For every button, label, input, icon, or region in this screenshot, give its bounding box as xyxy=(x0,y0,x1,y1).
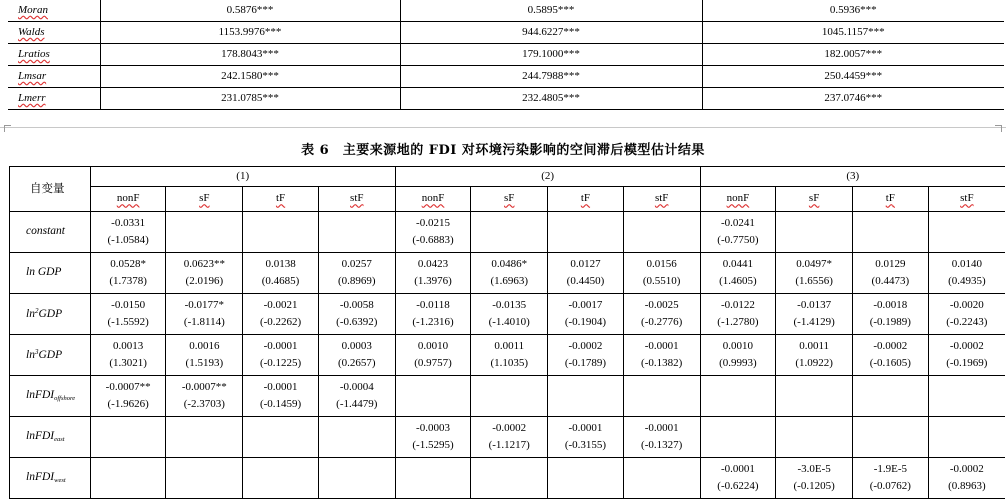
variable-subscript: offshore xyxy=(54,395,76,403)
t-statistic: (0.4935) xyxy=(948,275,986,287)
t-statistic: (-0.3155) xyxy=(564,439,607,451)
coefficient-cell xyxy=(928,294,1005,335)
coefficient: 0.0129 xyxy=(875,257,906,270)
coefficient-cell xyxy=(166,335,243,376)
coefficient-cell xyxy=(243,212,319,253)
coefficient: -0.0018 xyxy=(873,298,908,311)
coefficient-cell xyxy=(318,253,395,294)
table-caption: 表 6 主要来源地的 FDI 对环境污染影响的空间滞后模型估计结果 xyxy=(301,143,705,158)
t-statistic: (-0.6883) xyxy=(412,234,454,246)
variable-row xyxy=(10,417,1006,458)
sub-header-row xyxy=(10,187,1006,212)
coefficient-cell xyxy=(395,212,471,253)
coefficient-cell xyxy=(852,376,928,417)
t-statistic: (1.4605) xyxy=(719,275,757,287)
coefficient-cell xyxy=(623,417,700,458)
column-header-label: sF xyxy=(504,192,515,205)
variable-name: ln xyxy=(26,348,35,361)
coefficient: -0.0001 xyxy=(644,339,679,352)
t-statistic: (-0.1969) xyxy=(946,357,988,369)
column-header xyxy=(471,187,548,212)
t-statistic: (-1.2316) xyxy=(412,316,454,328)
page-corner-mark-left xyxy=(4,125,11,132)
diagnostics-value: 1045.1157*** xyxy=(702,22,1004,44)
variable-power: 2 xyxy=(34,306,39,315)
coefficient-cell xyxy=(548,376,624,417)
t-statistic: (1.0922) xyxy=(795,357,833,369)
coefficient-cell xyxy=(623,376,700,417)
variable-name-tail: GDP xyxy=(38,348,63,361)
coefficient-cell xyxy=(548,212,624,253)
column-header-label: stF xyxy=(350,192,364,205)
coefficient-cell xyxy=(90,294,166,335)
diagnostics-row xyxy=(8,88,1004,110)
coefficient: 0.0003 xyxy=(341,339,372,352)
diagnostics-row xyxy=(8,0,1004,22)
coefficient-cell xyxy=(928,417,1005,458)
t-statistic: (1.6556) xyxy=(795,275,833,287)
diagnostics-value: 179.1000*** xyxy=(400,44,702,66)
variable-name: lnFDI xyxy=(26,389,55,402)
coefficient: 0.0013 xyxy=(113,339,144,352)
group-header-1: (1) xyxy=(90,167,395,187)
t-statistic: (-0.7750) xyxy=(717,234,759,246)
t-statistic: (-1.0584) xyxy=(107,234,149,246)
statistic-name: Lmsar xyxy=(18,69,47,82)
coefficient-cell xyxy=(90,458,166,499)
coefficient: -0.0150 xyxy=(111,298,146,311)
t-statistic: (0.4685) xyxy=(261,275,300,287)
variable-name: ln xyxy=(26,307,35,320)
statistic-name: Lmerr xyxy=(18,91,46,104)
coefficient-cell xyxy=(700,212,776,253)
group-header-row xyxy=(10,167,1006,187)
variable-header: 自变量 xyxy=(10,167,91,212)
coefficient: 0.0623** xyxy=(183,257,225,270)
coefficient: -0.0331 xyxy=(111,216,146,229)
coefficient-cell xyxy=(700,417,776,458)
column-header-label: stF xyxy=(654,192,669,205)
variable-label xyxy=(10,294,91,335)
column-header xyxy=(928,187,1005,212)
t-statistic: (1.3976) xyxy=(414,275,452,287)
variable-label xyxy=(10,212,91,253)
coefficient-cell xyxy=(852,458,928,499)
coefficient-cell xyxy=(776,253,853,294)
diagnostics-value: 182.0057*** xyxy=(702,44,1004,66)
column-header xyxy=(166,187,243,212)
coefficient-cell xyxy=(166,458,243,499)
t-statistic: (1.1035) xyxy=(490,357,529,369)
variable-label xyxy=(10,376,91,417)
coefficient-cell xyxy=(700,294,776,335)
coefficient: -0.0001 xyxy=(568,421,603,434)
variable-label xyxy=(10,458,91,499)
diagnostics-row-label xyxy=(8,22,100,44)
coefficient-cell xyxy=(928,458,1005,499)
coefficient: 0.0140 xyxy=(951,257,982,270)
column-header xyxy=(852,187,928,212)
coefficient-cell xyxy=(318,458,395,499)
t-statistic: (-1.5295) xyxy=(412,439,454,451)
coefficient-cell xyxy=(776,212,853,253)
coefficient-cell xyxy=(623,294,700,335)
coefficient: -0.0058 xyxy=(339,298,374,311)
coefficient-cell xyxy=(318,417,395,458)
statistic-name: Moran xyxy=(18,3,48,16)
coefficient-cell xyxy=(90,335,166,376)
coefficient: 0.0010 xyxy=(722,339,754,352)
t-statistic: (-1.1217) xyxy=(488,439,530,451)
coefficient: 0.0257 xyxy=(341,257,372,270)
coefficient-cell xyxy=(852,212,928,253)
t-statistic: (-2.3703) xyxy=(183,398,225,410)
coefficient: 0.0138 xyxy=(265,257,296,270)
coefficient: -0.0017 xyxy=(568,298,603,311)
coefficient: -0.0002 xyxy=(873,339,908,352)
coefficient-cell xyxy=(700,335,776,376)
coefficient-cell xyxy=(776,294,853,335)
coefficient-cell xyxy=(776,335,853,376)
coefficient: -0.0007** xyxy=(105,380,151,393)
variable-row xyxy=(10,212,1006,253)
t-statistic: (-0.1904) xyxy=(564,316,607,328)
t-statistic: (-0.1605) xyxy=(869,357,911,369)
coefficient-cell xyxy=(548,253,624,294)
coefficient-cell xyxy=(852,335,928,376)
coefficient-cell xyxy=(166,294,243,335)
page-break-line xyxy=(0,127,1006,128)
coefficient-cell xyxy=(548,335,624,376)
coefficient-cell xyxy=(318,376,395,417)
variable-name: constant xyxy=(26,225,65,238)
t-statistic: (-0.1225) xyxy=(259,357,302,369)
coefficient-cell xyxy=(395,294,471,335)
coefficient: -0.0002 xyxy=(949,339,984,352)
t-statistic: (1.6963) xyxy=(490,275,529,287)
coefficient-cell xyxy=(548,458,624,499)
coefficient-cell xyxy=(166,253,243,294)
variable-row xyxy=(10,294,1006,335)
coefficient: -0.0001 xyxy=(263,380,298,393)
coefficient-cell xyxy=(166,212,243,253)
coefficient-cell xyxy=(90,212,166,253)
diagnostics-value: 0.5895*** xyxy=(400,0,702,22)
coefficient: -0.0137 xyxy=(797,298,832,311)
coefficient: 0.0127 xyxy=(570,257,601,270)
variable-label xyxy=(10,417,91,458)
spatial-lag-results-table xyxy=(9,166,1005,499)
coefficient: -0.0002 xyxy=(568,339,603,352)
coefficient-cell xyxy=(471,458,548,499)
t-statistic: (-0.1382) xyxy=(641,357,683,369)
coefficient: -0.0002 xyxy=(492,421,527,434)
column-header-label: nonF xyxy=(116,192,140,205)
diagnostics-table xyxy=(8,0,1004,110)
coefficient-cell xyxy=(623,335,700,376)
coefficient: -0.0215 xyxy=(416,216,450,229)
t-statistic: (-0.1459) xyxy=(259,398,302,410)
coefficient-cell xyxy=(928,212,1005,253)
t-statistic: (-0.0762) xyxy=(869,480,911,492)
coefficient: -0.0001 xyxy=(720,462,755,475)
diagnostics-value: 232.4805*** xyxy=(400,88,702,110)
coefficient-cell xyxy=(776,417,853,458)
diagnostics-row-label xyxy=(8,66,100,88)
t-statistic: (-1.4010) xyxy=(488,316,530,328)
diagnostics-row xyxy=(8,66,1004,88)
coefficient-cell xyxy=(90,376,166,417)
coefficient-cell xyxy=(395,458,471,499)
coefficient-cell xyxy=(395,376,471,417)
column-header xyxy=(776,187,853,212)
coefficient: -0.0177* xyxy=(184,298,225,311)
coefficient: -0.0241 xyxy=(720,216,755,229)
coefficient-cell xyxy=(318,335,395,376)
t-statistic: (-1.8114) xyxy=(183,316,225,328)
t-statistic: (0.8963) xyxy=(948,480,986,492)
coefficient-cell xyxy=(90,253,166,294)
t-statistic: (-0.1205) xyxy=(793,480,835,492)
variable-name: lnFDI xyxy=(26,471,55,484)
t-statistic: (0.8969) xyxy=(338,275,376,287)
coefficient-cell xyxy=(243,458,319,499)
coefficient: 0.0497* xyxy=(796,257,832,270)
diagnostics-value: 231.0785*** xyxy=(100,88,400,110)
coefficient-cell xyxy=(471,253,548,294)
t-statistic: (0.4450) xyxy=(566,275,605,287)
diagnostics-value: 237.0746*** xyxy=(702,88,1004,110)
coefficient-cell xyxy=(395,253,471,294)
coefficient: 0.0528* xyxy=(110,257,146,270)
variable-label xyxy=(10,253,91,294)
column-header-label: stF xyxy=(960,192,974,205)
coefficient: -0.0001 xyxy=(644,421,679,434)
coefficient-cell xyxy=(928,376,1005,417)
diagnostics-row xyxy=(8,22,1004,44)
coefficient: 0.0486* xyxy=(491,257,528,270)
coefficient-cell xyxy=(90,417,166,458)
coefficient-cell xyxy=(243,294,319,335)
column-header xyxy=(243,187,319,212)
coefficient: -0.0025 xyxy=(644,298,679,311)
coefficient: -0.0135 xyxy=(492,298,527,311)
t-statistic: (-0.1327) xyxy=(641,439,683,451)
coefficient-cell xyxy=(852,294,928,335)
coefficient: -3.0E-5 xyxy=(797,462,831,475)
t-statistic: (2.0196) xyxy=(185,275,224,287)
coefficient-cell xyxy=(548,417,624,458)
coefficient-cell xyxy=(318,212,395,253)
coefficient: -0.0001 xyxy=(263,339,298,352)
diagnostics-row-label xyxy=(8,0,100,22)
statistic-name: Lratios xyxy=(18,47,50,60)
coefficient-cell xyxy=(318,294,395,335)
diagnostics-row-label xyxy=(8,44,100,66)
variable-row xyxy=(10,376,1006,417)
coefficient-cell xyxy=(243,376,319,417)
t-statistic: (1.3021) xyxy=(109,357,147,369)
coefficient-cell xyxy=(395,417,471,458)
column-header xyxy=(90,187,166,212)
coefficient-cell xyxy=(852,417,928,458)
page-break-separator xyxy=(0,125,1006,131)
variable-subscript: west xyxy=(54,477,66,485)
coefficient: 0.0016 xyxy=(189,339,220,352)
t-statistic: (-1.4479) xyxy=(336,398,378,410)
t-statistic: (0.9757) xyxy=(414,357,452,369)
diagnostics-row-label xyxy=(8,88,100,110)
coefficient-cell xyxy=(395,335,471,376)
t-statistic: (-0.2243) xyxy=(946,316,988,328)
coefficient: 0.0423 xyxy=(417,257,449,270)
coefficient-cell xyxy=(623,253,700,294)
variable-name: ln GDP xyxy=(26,266,62,279)
coefficient-cell xyxy=(852,253,928,294)
t-statistic: (0.9993) xyxy=(719,357,757,369)
t-statistic: (-1.9626) xyxy=(107,398,149,410)
column-header-label: tF xyxy=(275,192,286,205)
t-statistic: (-0.1789) xyxy=(564,357,607,369)
column-header xyxy=(548,187,624,212)
diagnostics-value: 242.1580*** xyxy=(100,66,400,88)
variable-row xyxy=(10,335,1006,376)
coefficient-cell xyxy=(623,212,700,253)
t-statistic: (-1.5592) xyxy=(107,316,149,328)
coefficient-cell xyxy=(166,376,243,417)
coefficient-cell xyxy=(776,458,853,499)
group-header-2: (2) xyxy=(395,167,700,187)
t-statistic: (-0.6224) xyxy=(717,480,759,492)
variable-name-tail: GDP xyxy=(38,307,63,320)
diagnostics-value: 944.6227*** xyxy=(400,22,702,44)
coefficient-cell xyxy=(623,458,700,499)
coefficient: -0.0118 xyxy=(416,298,450,311)
coefficient-cell xyxy=(471,376,548,417)
coefficient: 0.0156 xyxy=(646,257,677,270)
diagnostics-value: 1153.9976*** xyxy=(100,22,400,44)
t-statistic: (-1.4129) xyxy=(793,316,835,328)
diagnostics-table-body xyxy=(8,0,1004,110)
column-header-label: sF xyxy=(199,192,210,205)
coefficient-cell xyxy=(243,253,319,294)
t-statistic: (0.4473) xyxy=(871,275,910,287)
t-statistic: (-0.6392) xyxy=(336,316,378,328)
coefficient: -0.0122 xyxy=(720,298,755,311)
coefficient-cell xyxy=(471,294,548,335)
spatial-lag-results-body xyxy=(10,167,1006,499)
diagnostics-row xyxy=(8,44,1004,66)
t-statistic: (1.5193) xyxy=(185,357,224,369)
t-statistic: (1.7378) xyxy=(109,275,147,287)
coefficient-cell xyxy=(243,335,319,376)
coefficient: 0.0010 xyxy=(417,339,449,352)
t-statistic: (0.5510) xyxy=(642,275,681,287)
coefficient: -0.0021 xyxy=(263,298,298,311)
coefficient: -0.0004 xyxy=(339,380,374,393)
coefficient: 0.0011 xyxy=(494,339,525,352)
coefficient-cell xyxy=(166,417,243,458)
diagnostics-value: 0.5936*** xyxy=(702,0,1004,22)
coefficient: 0.0011 xyxy=(799,339,830,352)
t-statistic: (-0.2776) xyxy=(641,316,683,328)
coefficient: -0.0007** xyxy=(181,380,227,393)
t-statistic: (-0.2262) xyxy=(259,316,302,328)
variable-name: lnFDI xyxy=(26,430,55,443)
variable-label xyxy=(10,335,91,376)
coefficient-cell xyxy=(700,376,776,417)
coefficient-cell xyxy=(928,335,1005,376)
diagnostics-value: 178.8043*** xyxy=(100,44,400,66)
diagnostics-value: 250.4459*** xyxy=(702,66,1004,88)
t-statistic: (-0.1989) xyxy=(869,316,911,328)
coefficient-cell xyxy=(700,253,776,294)
coefficient: -0.0003 xyxy=(416,421,450,434)
coefficient-cell xyxy=(243,417,319,458)
column-header xyxy=(395,187,471,212)
column-header-label: sF xyxy=(808,192,820,205)
statistic-name: Walds xyxy=(18,25,45,38)
coefficient-cell xyxy=(700,458,776,499)
t-statistic: (0.2657) xyxy=(338,357,376,369)
coefficient-cell xyxy=(471,417,548,458)
diagnostics-value: 244.7988*** xyxy=(400,66,702,88)
coefficient: -0.0020 xyxy=(949,298,984,311)
column-header xyxy=(700,187,776,212)
column-header xyxy=(623,187,700,212)
coefficient: -1.9E-5 xyxy=(873,462,907,475)
coefficient-cell xyxy=(471,335,548,376)
coefficient-cell xyxy=(548,294,624,335)
group-header-3: (3) xyxy=(700,167,1005,187)
variable-row xyxy=(10,458,1006,499)
coefficient-cell xyxy=(776,376,853,417)
coefficient-cell xyxy=(471,212,548,253)
diagnostics-value: 0.5876*** xyxy=(100,0,400,22)
column-header-label: nonF xyxy=(726,192,750,205)
variable-row xyxy=(10,253,1006,294)
coefficient-cell xyxy=(928,253,1005,294)
variable-subscript: east xyxy=(54,436,65,444)
column-header-label: tF xyxy=(580,192,591,205)
column-header xyxy=(318,187,395,212)
column-header-label: nonF xyxy=(421,192,445,205)
variable-power: 3 xyxy=(34,347,39,356)
t-statistic: (-1.2780) xyxy=(717,316,759,328)
coefficient: 0.0441 xyxy=(722,257,754,270)
page-corner-mark-right xyxy=(995,125,1002,132)
column-header-label: tF xyxy=(885,192,895,205)
coefficient: -0.0002 xyxy=(949,462,984,475)
